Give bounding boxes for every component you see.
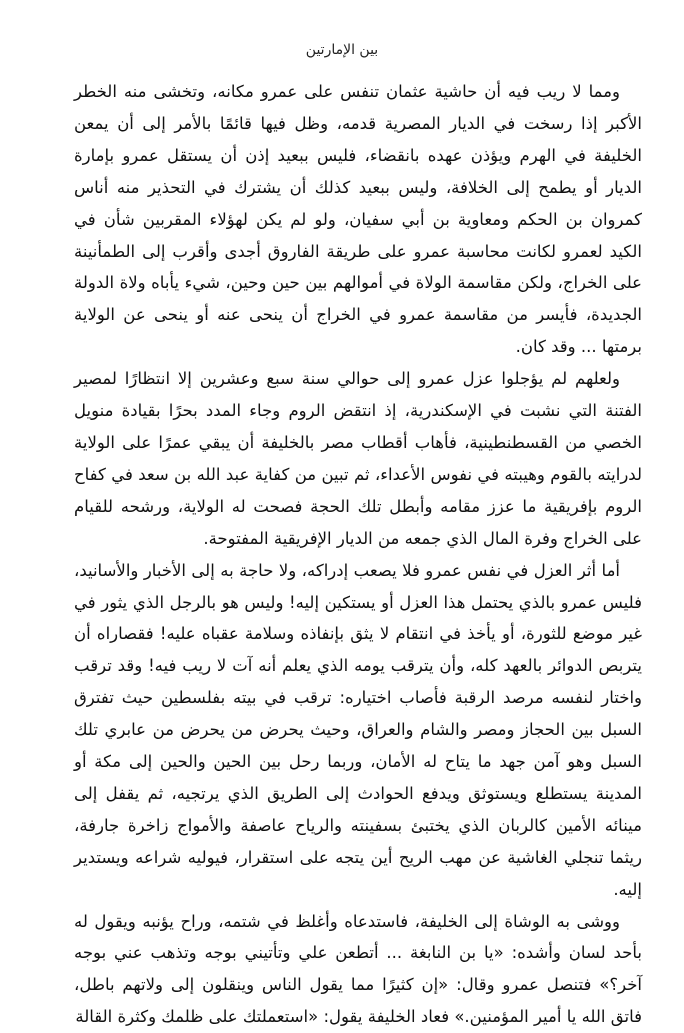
body-text <box>74 76 642 1033</box>
paragraph: ووشى به الوشاة إلى الخليفة، فاستدعاه وأغلظ في شتمه، وراح يؤنبه ويقول له بأحد لسان وأشده: «يا بن النابغة ... أتطعن علي وتأتيني بوجه وتذهب عني بوجه آخر؟» فتنصل عمرو وقال: «إن كثيرًا مما يقول الناس وينقلون إلى ولاتهم باطل، فاتق الله يا أمير المؤمنين.» فعاد الخليفة يقول: «استعملتك على ظلمك وكثرة القالة <box>74 911 642 1027</box>
running-header: بين الإمارتين <box>305 42 379 58</box>
paragraph: أما أثر العزل في نفس عمرو فلا يصعب إدراكه، ولا حاجة به إلى الأخبار والأسانيد، فليس عمرو بالذي يحتمل هذا العزل أو يستكين إليه! وليس هو بالرجل الذي يثور في غير موضع للثورة، أو يأخذ في انتقام لا يثق بإنفاذه وسلامة عقباه عليه! فقصاراه أن يتربص الدوائر بالعهد كله، وأن يترقب يومه الذي يعلم أنه آت لا ريب فيه! وقد ترقب واختار لنفسه مرصد الرقبة فأصاب اختياره: ترقب في بيته بفلسطين حيث تفترق السبل بين الحجاز ومصر والشام والعراق، وحيث يحرض من يحرض من عابري تلك السبل وهو آمن جهد ما يتاح له الأمان، وربما رحل بين الحين والحين إلى مكة أو المدينة يستطلع ويستوثق ويدفع الحوادث إلى الطريق الذي يرتجيه، ثم يقفل إلى مينائه الأمين كالربان الذي يختبئ بسفينته والرياح عاصفة والأمواج زاخرة جارفة، ريثما تنجلي الغاشية عن مهب الريح أين يتجه على استقرار، فيوليه شراعه ويستدير إليه. <box>74 560 642 899</box>
paragraph: ولعلهم لم يؤجلوا عزل عمرو إلى حوالي سنة سبع وعشرين إلا انتظارًا لمصير الفتنة التي نشبت في الإسكندرية، إذ انتقض الروم وجاء المدد بحرًا بقيادة منويل الخصي من القسطنطينية، فأهاب أقطاب مصر بالخليفة أن يبقي عمرًا على الولاية لدرايته بالقوم وهيبته في نفوس الأعداء، ثم تبين من كفاية عبد الله بن سعد في كفاح الروم بإفريقية ما عزز مقامه وأبطل تلك الحجة فصحت له الولاية، ورشحه للقيام على الخراج وفرة المال الذي جمعه من الديار الإفريقية المفتوحة. <box>74 369 642 548</box>
paragraph: ومما لا ريب فيه أن حاشية عثمان تنفس على عمرو مكانه، وتخشى منه الخطر الأكبر إذا رسخت في الديار المصرية قدمه، وظل فيها قائمًا بالأمر إلى أن يمعن الخليفة في الهرم ويؤذن عهده بانقضاء، فليس ببعيد إذن أن يستقل عمرو بإمارة الديار أو يطمح إلى الخلافة، وليس ببعيد كذلك أن يشترك في التحذير منه أناس كمروان بن الحكم ومعاوية بن أبي سفيان، ولو لم يكن لهؤلاء المقربين شأن في الكيد لعمرو لكانت محاسبة عمرو على طريقة الفاروق أجدى وأقرب إلى الطمأنينة على الخراج، ولكن مقاسمة الولاة في أموالهم بين حين وحين، شيء يأباه ولاة الدولة الجديدة، فأيسر من مقاسمة عمرو في الخراج أن ينحى عنه أو ينحى عن الولاية برمتها ... وقد كان. <box>74 82 642 357</box>
